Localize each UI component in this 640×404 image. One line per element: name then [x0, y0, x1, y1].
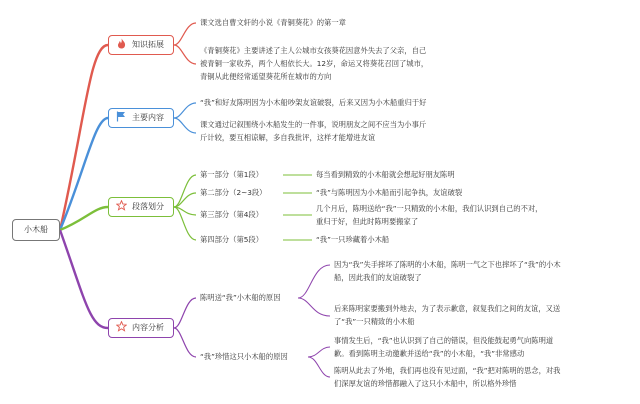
wire-analysis-1 — [174, 298, 196, 328]
text-line: 重归于好，但此时陈明要搬家了 — [316, 217, 419, 226]
text-line: 课文选自曹文轩的小说《青铜葵花》的第一章 — [200, 18, 346, 27]
text-line: “我”一只珍藏着小木船 — [316, 235, 390, 244]
text-line: 因为“我”失手摔坏了陈明的小木船，陈明一气之下也摔坏了“我”的小木 — [334, 260, 561, 269]
section-part-4: 第四部分（第5段） — [200, 235, 264, 244]
text-line: 事情发生后，“我”也认识到了自己的错误，但没能鼓起勇气向陈明道 — [334, 336, 554, 345]
branch-knowledge — [60, 45, 108, 230]
section-desc-3 — [316, 202, 542, 228]
text-line: 们深厚友谊的珍惜都融入了这只小木船中，所以格外珍惜 — [334, 379, 517, 388]
wire-knowledge-1 — [174, 23, 196, 45]
text-line: 后来陈明家要搬到外地去，为了表示歉意，叙复我们之间的友谊，又送 — [334, 304, 561, 313]
wire-knowledge-2 — [174, 45, 196, 64]
knowledge-item-2 — [200, 44, 428, 83]
category-sections[interactable] — [108, 197, 174, 217]
main-content-item-2 — [200, 118, 426, 144]
text-line: 几个月后，陈明送给“我”一只精致的小木船，我们认识到自己的不对， — [316, 204, 543, 213]
text-line: 青铜从此便经常遥望葵花所在城市的方向 — [200, 72, 332, 81]
section-part-3: 第三部分（第4段） — [200, 210, 264, 219]
fire-icon — [114, 38, 128, 53]
section-part-1: 第一部分（第1段） — [200, 170, 264, 179]
wire-analysis-1b — [298, 298, 330, 316]
section-desc-2 — [316, 186, 462, 199]
text-line: 每当看到精致的小木船就会想起好朋友陈明 — [316, 170, 455, 179]
star-outline-icon — [114, 200, 128, 215]
analysis-item-2b — [334, 364, 560, 390]
category-main-content[interactable] — [108, 108, 174, 128]
text-line: 船，因此我们的友谊破裂了 — [334, 273, 422, 282]
wire-analysis-1a — [298, 265, 330, 298]
flag-icon — [114, 111, 128, 126]
analysis-item-1a — [334, 258, 561, 284]
category-sections-label: 段落划分 — [132, 202, 164, 211]
star-outline-icon — [114, 321, 128, 336]
category-knowledge[interactable] — [108, 35, 174, 55]
section-desc-1 — [316, 168, 455, 181]
root-node[interactable] — [12, 219, 60, 241]
text-line: “我”和好友陈明因为小木船吵架友谊破裂，后来又因为小木船重归于好 — [200, 98, 427, 107]
text-line: 了“我”一只精致的小木船 — [334, 317, 415, 326]
category-analysis-label: 内容分析 — [132, 323, 164, 332]
branch-analysis — [60, 230, 108, 328]
wire-analysis-2b — [308, 357, 330, 377]
analysis-topic-1: 陈明送“我”小木船的原因 — [200, 293, 281, 302]
root-label: 小木船 — [24, 225, 48, 234]
text-line: 课文通过记叙围绕小木船发生的一件事，说明朋友之间不应当为小事斤 — [200, 120, 427, 129]
analysis-item-1b — [334, 302, 560, 328]
section-desc-4 — [316, 233, 389, 246]
text-line: “我”与陈明因为小木船而引起争执，友谊破裂 — [316, 188, 463, 197]
text-line: 陈明从此去了外地，我们再也没有见过面，“我”把对陈明的思念，对我 — [334, 366, 561, 375]
section-part-2: 第二部分（2~3段） — [200, 188, 267, 197]
text-line: 《青铜葵花》主要讲述了主人公城市女孩葵花因意外失去了父亲，自己 — [200, 46, 427, 55]
category-main-content-label: 主要内容 — [132, 113, 164, 122]
main-content-item-1 — [200, 96, 426, 109]
wire-analysis-2a — [308, 347, 330, 357]
wire-analysis-2 — [174, 328, 196, 357]
wire-main-1 — [174, 103, 196, 118]
wire-main-2 — [174, 118, 196, 133]
branch-main — [60, 118, 108, 230]
analysis-item-2a — [334, 334, 553, 360]
category-analysis[interactable] — [108, 318, 174, 338]
text-line: 被青铜一家收养，两个人相依长大。12岁，命运又将葵花召回了城市， — [200, 59, 429, 68]
analysis-topic-2: “我”珍惜这只小木船的原因 — [200, 352, 288, 361]
text-line: 斤计较，要互相谅解，多自我批评，这样才能增进友谊 — [200, 133, 376, 142]
category-knowledge-label: 知识拓展 — [132, 40, 164, 49]
wire-section-1 — [174, 175, 196, 207]
text-line: 歉。看到陈明主动邀歉并送给“我”的小木船，“我”非常感动 — [334, 349, 525, 358]
knowledge-item-1 — [200, 16, 346, 29]
